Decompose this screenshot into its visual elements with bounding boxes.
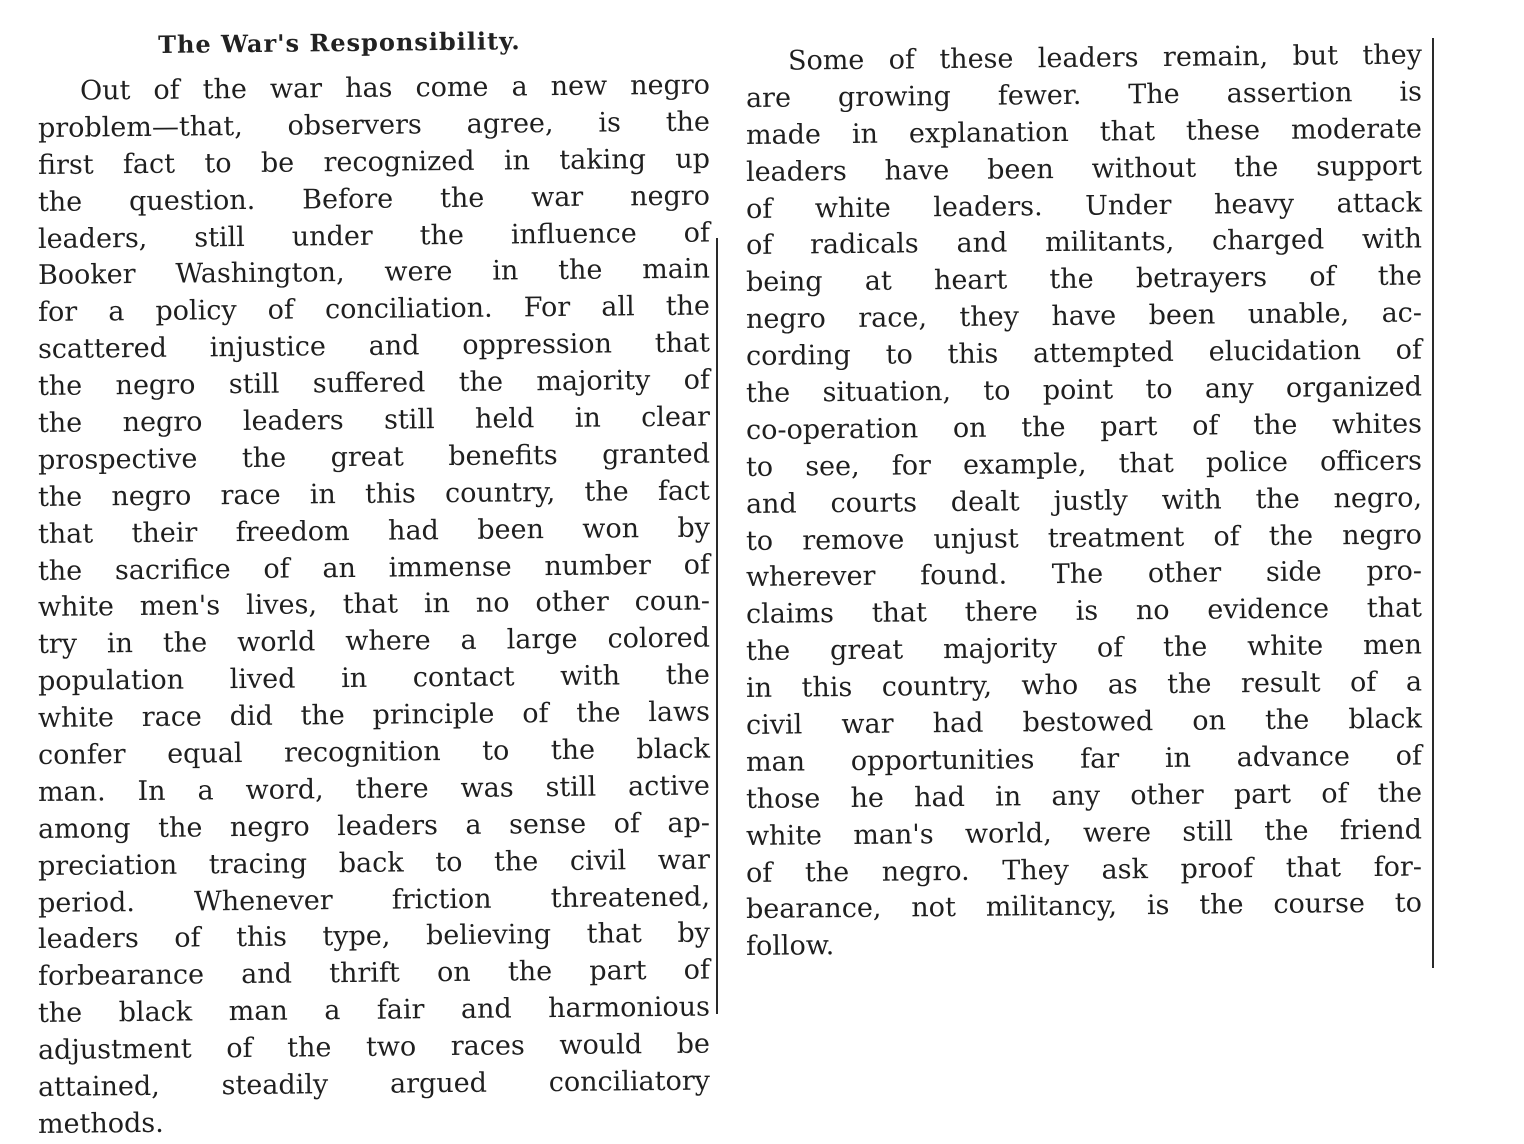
text-line: man. In a word, there was still active bbox=[37, 770, 711, 808]
text-line: Some of these leaders remain, but they bbox=[787, 39, 1423, 77]
text-line: that their freedom had been won by bbox=[37, 512, 711, 550]
text-line: and courts dealt justly with the negro, bbox=[745, 482, 1423, 520]
text-line: leaders have been without the support bbox=[745, 150, 1423, 188]
right-column-text bbox=[745, 39, 1423, 966]
text-line: the negro leaders still held in clear bbox=[37, 401, 711, 440]
text-line: wherever found. The other side pro- bbox=[745, 555, 1423, 594]
text-line: civil war had bestowed on the black bbox=[745, 703, 1423, 742]
text-line: of radicals and militants, charged with bbox=[745, 223, 1423, 262]
text-line: co-operation on the part of the whites bbox=[745, 408, 1423, 446]
text-line: follow. bbox=[745, 930, 835, 963]
text-line: to remove unjust treatment of the negro bbox=[745, 519, 1423, 557]
text-line: problem—that, observers agree, is the bbox=[37, 106, 711, 144]
text-line: the black man a fair and harmonious bbox=[37, 991, 711, 1030]
text-line: the negro still suffered the majority of bbox=[37, 364, 711, 403]
text-line: those he had in any other part of the bbox=[745, 777, 1423, 815]
text-line: confer equal recognition to the black bbox=[37, 733, 711, 772]
text-line: scattered injustice and oppression that bbox=[37, 327, 711, 366]
text-line: the question. Before the war negro bbox=[37, 180, 711, 218]
text-line: being at heart the betrayers of the bbox=[745, 260, 1423, 299]
text-line: of the negro. They ask proof that for- bbox=[745, 851, 1423, 889]
text-line: methods. bbox=[37, 1107, 164, 1140]
text-line: among the negro leaders a sense of ap- bbox=[37, 807, 711, 845]
text-line: made in explanation that these moderate bbox=[745, 113, 1423, 151]
text-line: for a policy of conciliation. For all the bbox=[37, 290, 711, 329]
left-column-text bbox=[37, 69, 711, 1144]
text-line: of white leaders. Under heavy attack bbox=[745, 187, 1423, 225]
text-line: bearance, not militancy, is the course to bbox=[745, 887, 1423, 926]
text-line: in this country, who as the result of a bbox=[745, 666, 1423, 705]
text-line: the negro race in this country, the fact bbox=[37, 475, 711, 513]
text-line: Booker Washington, were in the main bbox=[37, 254, 711, 292]
text-line: are growing fewer. The assertion is bbox=[745, 76, 1423, 114]
text-line: prospective the great benefits granted bbox=[37, 438, 711, 476]
text-line: Out of the war has come a new negro bbox=[79, 69, 711, 107]
column-divider bbox=[716, 238, 718, 1014]
article-headline: The War's Responsibility. bbox=[158, 26, 521, 59]
column-edge-rule bbox=[1432, 38, 1434, 968]
text-line: negro race, they have been unable, ac- bbox=[745, 297, 1423, 336]
text-line: the sacrifice of an immense number of bbox=[37, 549, 711, 587]
text-line: adjustment of the two races would be bbox=[37, 1028, 711, 1067]
text-line: first fact to be recognized in taking up bbox=[37, 143, 711, 181]
text-line: the situation, to point to any organized bbox=[745, 371, 1423, 410]
text-line: white race did the principle of the laws bbox=[37, 696, 711, 735]
text-line: try in the world where a large colored bbox=[37, 622, 711, 661]
text-line: attained, steadily argued conciliatory bbox=[37, 1065, 711, 1104]
text-line: forbearance and thrift on the part of bbox=[37, 954, 711, 993]
text-line: man opportunities far in advance of bbox=[745, 740, 1423, 778]
text-line: to see, for example, that police officers bbox=[745, 445, 1423, 483]
text-line: claims that there is no evidence that bbox=[745, 592, 1423, 631]
text-line: white man's world, were still the friend bbox=[745, 814, 1423, 852]
text-line: preciation tracing back to the civil war bbox=[37, 844, 711, 882]
text-line: population lived in contact with the bbox=[37, 659, 711, 698]
text-line: period. Whenever friction threatened, bbox=[37, 881, 711, 919]
text-line: the great majority of the white men bbox=[745, 629, 1423, 668]
text-line: white men's lives, that in no other coun- bbox=[37, 586, 711, 624]
text-line: leaders of this type, believing that by bbox=[37, 918, 711, 956]
text-line: leaders, still under the influence of bbox=[37, 217, 711, 255]
text-line: cording to this attempted elucidation of bbox=[745, 334, 1423, 373]
